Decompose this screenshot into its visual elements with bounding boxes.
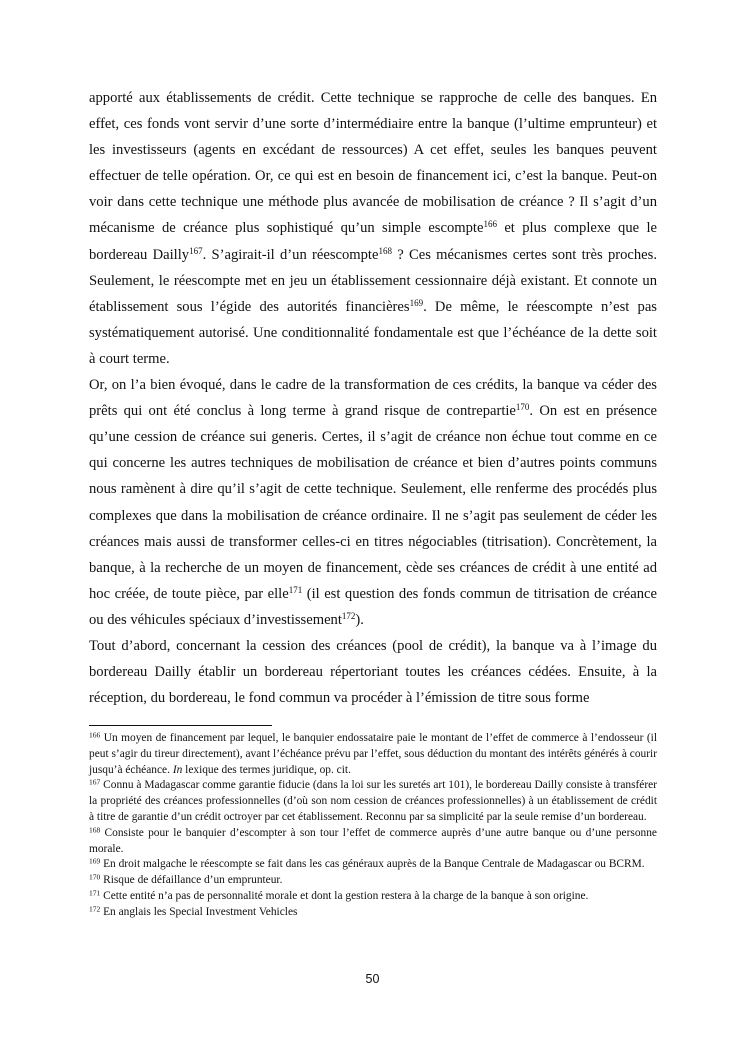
- paragraph-1: [89, 85, 657, 372]
- text-run: . On est en présence qu’une cession de créance sui generis. Certes, il s’agit de créance non échue tout comme en ce qui concerne les autres techniques de mobilisation de créance et bien d’autres points communs nous ramènent à dire qu’il s’agit de cette technique. Seulement, elle renferme des procédés plus complexes que dans la mobilisation de créance ordinaire. Il ne s’agit pas seulement de céder les créances mais aussi de transformer celles-ci en titres négociables (titrisation). Concrètement, la banque, à la recherche de un moyen de financement, cède ses créances de crédit à une entité ad hoc créée, de toute pièce, par elle: [89, 403, 657, 602]
- footnote-number: 167: [89, 778, 101, 788]
- footnote-text: Risque de défaillance d’un emprunteur.: [100, 874, 283, 887]
- footnote-number: 171: [89, 888, 101, 898]
- page-body: [89, 85, 657, 711]
- footnote-170: [89, 873, 657, 889]
- footnote-169: [89, 857, 657, 873]
- footnote-number: 169: [89, 857, 101, 866]
- footnote-number: 170: [89, 872, 101, 882]
- footnote-ref[interactable]: 168: [378, 245, 392, 256]
- footnote-number: 172: [89, 904, 101, 914]
- footnote-number: 168: [89, 825, 101, 835]
- footnote-166: [89, 731, 657, 778]
- footnote-italic: In: [172, 763, 183, 776]
- footnote-text: Un moyen de financement par lequel, le banquier endossataire paie le montant de l’effet de commerce à l’endosseur (il peut s’agir du tireur directement), avant l’échéance prévu par l’effet, sous déduction du montant des intérêts générés à courir jusqu’à échéance.: [89, 732, 657, 776]
- text-run: ).: [355, 611, 364, 628]
- text-run: apporté aux établissements de crédit. Cette technique se rapproche de celle des banques. En effet, ces fonds vont servir d’une sorte d’intermédiaire entre la banque (l’ultime emprunteur) et les investisseurs (agents en excédant de ressources) A cet effet, seules les banques peuvent effectuer de telle opération. Or, ce qui est en besoin de financement ici, c’est la banque. Peut-on voir dans cette technique une méthode plus avancée de mobilisation de créance ? Il s’agit d’un mécanisme de créance plus sophistiqué qu’un simple escompte: [89, 90, 657, 237]
- text-run: . De même, le réescompte n’est pas systématiquement autorisé. Une conditionnalité fondamentale est que l’échéance de la dette soit à court terme.: [89, 298, 657, 367]
- footnote-ref[interactable]: 166: [483, 219, 497, 230]
- footnote-171: [89, 889, 657, 905]
- footnote-ref[interactable]: 169: [409, 297, 424, 308]
- text-run: ? Ces mécanismes certes sont très proches. Seulement, le réescompte met en jeu un établissement cessionnaire déjà existant. Et connote un établissement sous l’égide des autorités financières: [89, 246, 657, 315]
- paragraph-3: [89, 633, 657, 711]
- footnote-ref[interactable]: 167: [189, 245, 203, 256]
- text-run: . S’agirait-il d’un réescompte: [202, 246, 379, 263]
- footnote-172: [89, 905, 657, 921]
- footnote-ref[interactable]: 172: [341, 610, 356, 621]
- footnote-text: Connu à Madagascar comme garantie fiducie (dans la loi sur les suretés art 101), le bordereau Dailly consiste à transférer la propriété des créances professionnelles (d’où son nom cession de créances professionnelles) à un établissement de crédit à titre de garantie d’un crédit octroyer par cet établissement. Reconnu par sa simplicité par la seule remise d’un bordereau.: [89, 779, 657, 823]
- footnote-number: 166: [89, 730, 101, 740]
- main-text: [89, 85, 657, 711]
- footnote-168: [89, 826, 657, 858]
- footnote-separator: [89, 725, 272, 726]
- page-number: 50: [365, 972, 380, 986]
- footnote-text: lexique des termes juridique, op. cit.: [182, 763, 351, 776]
- footnote-167: [89, 778, 657, 825]
- footnote-text: Cette entité n’a pas de personnalité morale et dont la gestion restera à la charge de la banque à son origine.: [100, 889, 589, 902]
- text-run: Tout d’abord, concernant la cession des créances (pool de crédit), la banque va à l’image du bordereau Dailly établir un bordereau répertoriant toutes les créances cédées. Ensuite, à la réception, du bordereau, le fond commun va procéder à l’émission de titre sous forme: [89, 637, 657, 707]
- footnote-text: En droit malgache le réescompte se fait dans les cas généraux auprès de la Banque Centrale de Madagascar ou BCRM.: [100, 858, 645, 871]
- footnote-text: Consiste pour le banquier d’escompter à son tour l’effet de commerce auprès d’une autre banque ou d’une personne morale.: [89, 826, 657, 855]
- text-run: (il est question des fonds commun de titrisation de créance ou des véhicules spéciaux d’investissement: [89, 585, 657, 628]
- footnote-text: En anglais les Special Investment Vehicles: [100, 905, 298, 918]
- text-run: et plus complexe que le bordereau Dailly: [89, 220, 658, 263]
- footnote-ref[interactable]: 171: [288, 584, 303, 595]
- paragraph-2: [89, 372, 657, 633]
- text-run: Or, on l’a bien évoqué, dans le cadre de la transformation de ces crédits, la banque va céder des prêts qui ont été conclus à long terme à grand risque de contrepartie: [89, 377, 657, 420]
- footnotes: [89, 731, 657, 921]
- footnote-ref[interactable]: 170: [515, 402, 530, 413]
